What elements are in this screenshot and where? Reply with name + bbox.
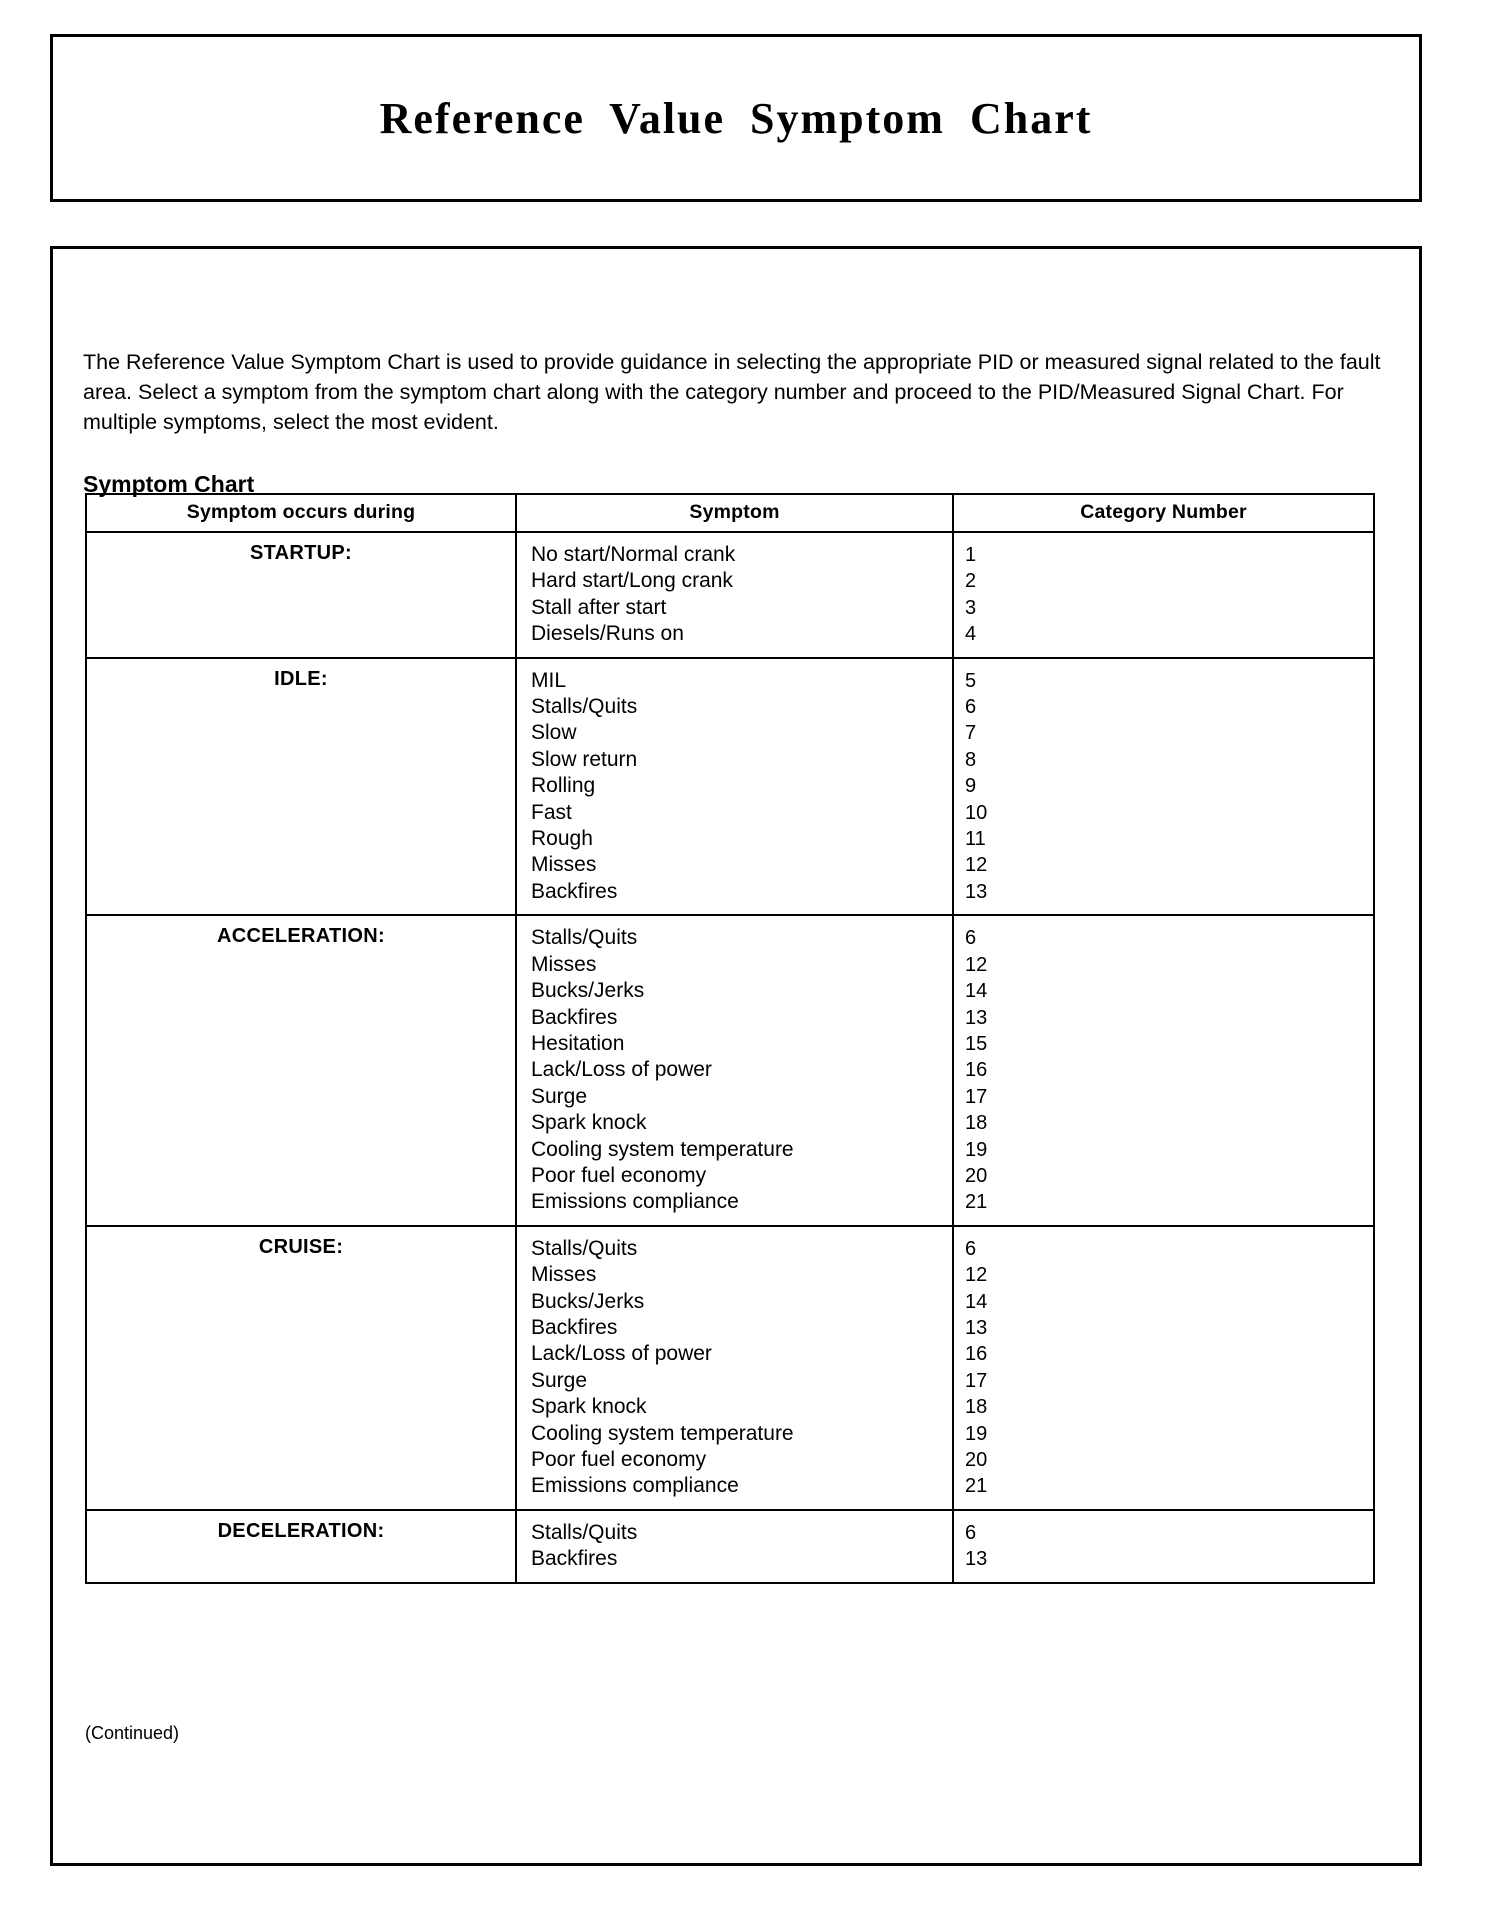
group-symptom-cell xyxy=(516,658,953,916)
list-item: Backfires xyxy=(531,1547,618,1571)
symptom-list xyxy=(517,533,952,657)
list-item: Stalls/Quits xyxy=(531,1236,638,1260)
list-item: 13 xyxy=(965,1316,988,1339)
group-label: IDLE: xyxy=(274,667,328,690)
group-symptom-cell xyxy=(516,1226,953,1510)
list-item: Lack/Loss of power xyxy=(531,1342,712,1366)
list-item: 13 xyxy=(965,1006,988,1029)
group-label: STARTUP: xyxy=(249,542,353,564)
list-item: 9 xyxy=(965,775,977,798)
list-item: 16 xyxy=(965,1059,988,1082)
category-list xyxy=(954,659,1373,915)
list-item: Surge xyxy=(531,1368,588,1392)
table-row xyxy=(86,658,1374,916)
list-item: 17 xyxy=(965,1369,988,1392)
list-item: Cooling system temperature xyxy=(531,1421,794,1445)
list-item: Backfires xyxy=(531,1005,618,1029)
list-item: Diesels/Runs on xyxy=(531,622,684,646)
list-item: 5 xyxy=(965,669,977,692)
list-item: 6 xyxy=(965,1237,977,1260)
list-item: 13 xyxy=(965,880,988,903)
page-title: Reference Value Symptom Chart xyxy=(379,93,1093,143)
list-item: 19 xyxy=(965,1422,988,1445)
column-header-occurs-during: Symptom occurs during xyxy=(86,494,516,532)
column-header-symptom: Symptom xyxy=(516,494,953,532)
list-item: Hard start/Long crank xyxy=(531,569,733,593)
table-row xyxy=(86,1226,1374,1510)
title-box xyxy=(50,34,1422,202)
column-header-category-number: Category Number xyxy=(953,494,1374,532)
list-item: 21 xyxy=(965,1475,988,1498)
list-item: Bucks/Jerks xyxy=(531,979,645,1003)
list-item: Spark knock xyxy=(531,1395,647,1419)
list-item: Stalls/Quits xyxy=(531,695,638,719)
table-row xyxy=(86,532,1374,658)
symptom-list xyxy=(517,916,952,1224)
list-item: 3 xyxy=(965,596,977,619)
group-category-cell xyxy=(953,1510,1374,1582)
symptom-list xyxy=(517,1227,952,1509)
list-item: 6 xyxy=(965,696,977,719)
list-item: Emissions compliance xyxy=(531,1474,739,1498)
group-label-cell xyxy=(86,658,516,916)
list-item: Slow return xyxy=(531,747,638,771)
list-item: 11 xyxy=(965,828,986,851)
list-item: 17 xyxy=(965,1085,988,1108)
list-item: Hesitation xyxy=(531,1031,625,1055)
group-category-cell xyxy=(953,532,1374,658)
list-item: 6 xyxy=(965,927,977,950)
list-item: No start/Normal crank xyxy=(531,543,736,566)
symptom-list xyxy=(517,1511,952,1582)
category-list xyxy=(954,1227,1373,1509)
list-item: MIL xyxy=(531,668,567,692)
table-row xyxy=(86,915,1374,1225)
group-label: CRUISE: xyxy=(258,1235,344,1258)
list-item: Bucks/Jerks xyxy=(531,1289,645,1313)
list-item: Emissions compliance xyxy=(531,1190,739,1214)
group-symptom-cell xyxy=(516,532,953,658)
list-item: 16 xyxy=(965,1343,988,1366)
group-symptom-cell xyxy=(516,1510,953,1582)
list-item: Slow xyxy=(531,721,577,745)
list-item: Spark knock xyxy=(531,1111,647,1135)
group-category-cell xyxy=(953,915,1374,1225)
group-category-cell xyxy=(953,658,1374,916)
list-item: 10 xyxy=(965,801,988,824)
list-item: 4 xyxy=(965,623,977,646)
group-category-cell xyxy=(953,1226,1374,1510)
list-item: Poor fuel economy xyxy=(531,1163,707,1187)
border-cell xyxy=(953,1582,1374,1583)
list-item: Misses xyxy=(531,1263,597,1287)
list-item: 12 xyxy=(965,1264,988,1287)
list-item: 14 xyxy=(965,980,988,1003)
list-item: Backfires xyxy=(531,1315,618,1339)
border-cell xyxy=(86,1582,516,1583)
symptom-list xyxy=(517,659,952,915)
list-item: 15 xyxy=(965,1032,988,1055)
group-label: ACCELERATION: xyxy=(217,925,385,948)
group-label: DECELERATION: xyxy=(217,1519,385,1542)
list-item: 20 xyxy=(965,1164,988,1187)
list-item: Misses xyxy=(531,853,597,877)
symptom-chart-wrapper xyxy=(85,493,1373,1584)
group-label-cell xyxy=(86,532,516,658)
list-item: 14 xyxy=(965,1290,988,1313)
list-item: Stalls/Quits xyxy=(531,926,638,950)
list-item: Rolling xyxy=(531,774,596,798)
list-item: 1 xyxy=(965,544,977,566)
list-item: 7 xyxy=(965,722,977,745)
list-item: 18 xyxy=(965,1112,988,1135)
group-label-cell xyxy=(86,915,516,1225)
list-item: Rough xyxy=(531,827,593,851)
list-item: 8 xyxy=(965,748,977,771)
list-item: Fast xyxy=(531,800,572,824)
list-item: Poor fuel economy xyxy=(531,1448,707,1471)
list-item: 20 xyxy=(965,1449,988,1471)
list-item: Surge xyxy=(531,1084,588,1108)
category-list xyxy=(954,1511,1373,1582)
group-label-cell xyxy=(86,1510,516,1582)
category-list xyxy=(954,916,1373,1224)
continued-note: (Continued) xyxy=(85,1723,180,1743)
content-box xyxy=(50,246,1422,1866)
section-heading: Symptom Chart xyxy=(83,471,255,498)
border-cell xyxy=(516,1582,953,1583)
category-list xyxy=(954,533,1373,657)
table-bottom-border xyxy=(86,1582,1374,1583)
list-item: Misses xyxy=(531,952,597,976)
list-item: 12 xyxy=(965,953,988,976)
list-item: Lack/Loss of power xyxy=(531,1058,712,1082)
list-item: Stalls/Quits xyxy=(531,1520,638,1544)
list-item: 13 xyxy=(965,1548,988,1571)
intro-paragraph: The Reference Value Symptom Chart is used to provide guidance in selecting the appropriate PID or measured signal related to the fault area. Select a symptom from the symptom chart along with the category number and proceed to the PID/Measured Signal Chart. For multiple symptoms, select the most evident. xyxy=(83,349,1381,434)
list-item: 6 xyxy=(965,1521,977,1544)
list-item: 2 xyxy=(965,570,977,593)
list-item: 19 xyxy=(965,1138,988,1161)
group-symptom-cell xyxy=(516,915,953,1225)
list-item: 12 xyxy=(965,854,988,877)
list-item: 18 xyxy=(965,1396,988,1419)
table-header-row xyxy=(86,494,1374,532)
list-item: 21 xyxy=(965,1191,988,1214)
symptom-chart-table xyxy=(85,493,1375,1584)
list-item: Cooling system temperature xyxy=(531,1137,794,1161)
table-row xyxy=(86,1510,1374,1582)
group-label-cell xyxy=(86,1226,516,1510)
list-item: Backfires xyxy=(531,879,618,903)
list-item: Stall after start xyxy=(531,595,667,619)
